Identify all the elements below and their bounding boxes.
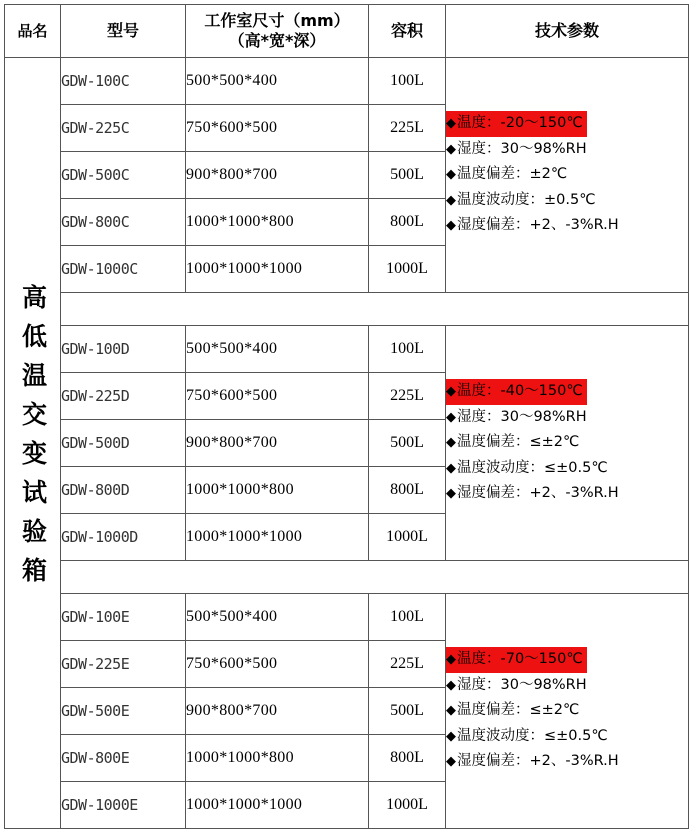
volume-cell: 1000L xyxy=(369,246,446,293)
param-line-highlighted xyxy=(446,379,688,405)
param-line-highlighted xyxy=(446,111,688,137)
size-cell: 500*500*400 xyxy=(186,58,369,105)
size-cell: 750*600*500 xyxy=(186,373,369,420)
param-text-wrap xyxy=(446,728,608,744)
param-text-wrap xyxy=(446,647,587,673)
diamond-bullet-icon: ◆ xyxy=(446,728,456,744)
param-text: 温度波动度：≤±0.5℃ xyxy=(457,727,608,744)
model-cell: GDW-100C xyxy=(61,58,186,105)
size-cell: 500*500*400 xyxy=(186,594,369,641)
diamond-bullet-icon: ◆ xyxy=(446,460,456,476)
params-cell xyxy=(446,58,689,293)
param-line xyxy=(446,673,688,699)
param-text: 温度偏差：≤±2℃ xyxy=(457,702,580,719)
size-cell: 1000*1000*800 xyxy=(186,467,369,514)
model-cell: GDW-1000D xyxy=(61,514,186,561)
size-cell: 900*800*700 xyxy=(186,420,369,467)
param-text: 湿度偏差：+2、-3%R.H xyxy=(457,217,619,234)
param-text-wrap xyxy=(446,379,587,405)
volume-cell: 225L xyxy=(369,105,446,152)
param-text-wrap xyxy=(446,217,619,233)
size-cell: 900*800*700 xyxy=(186,152,369,199)
header-params: 技术参数 xyxy=(446,5,689,58)
model-cell: GDW-225E xyxy=(61,641,186,688)
param-text-wrap xyxy=(446,677,587,693)
param-text-wrap xyxy=(446,111,587,137)
param-text: 湿度偏差：+2、-3%R.H xyxy=(457,753,619,770)
volume-cell: 500L xyxy=(369,420,446,467)
model-cell: GDW-1000E xyxy=(61,782,186,829)
volume-cell: 500L xyxy=(369,688,446,735)
param-text: 温度波动度：±0.5℃ xyxy=(457,191,596,208)
model-cell: GDW-500E xyxy=(61,688,186,735)
param-line xyxy=(446,213,688,239)
param-text: 湿度：30～98%RH xyxy=(457,676,587,693)
diamond-bullet-icon: ◆ xyxy=(446,486,456,502)
diamond-bullet-icon: ◆ xyxy=(446,192,456,208)
spec-table xyxy=(4,4,689,829)
param-text-wrap xyxy=(446,753,619,769)
header-size xyxy=(186,5,369,58)
model-cell: GDW-100E xyxy=(61,594,186,641)
product-name-cell xyxy=(5,58,61,829)
header-model: 型号 xyxy=(61,5,186,58)
diamond-bullet-icon: ◆ xyxy=(446,409,456,425)
param-text: 湿度：30～98%RH xyxy=(457,140,587,157)
volume-cell: 800L xyxy=(369,199,446,246)
volume-cell: 225L xyxy=(369,373,446,420)
model-cell: GDW-800C xyxy=(61,199,186,246)
size-cell: 1000*1000*800 xyxy=(186,735,369,782)
header-volume: 容积 xyxy=(369,5,446,58)
size-cell: 750*600*500 xyxy=(186,641,369,688)
header-size-line1: 工作室尺寸（mm） xyxy=(204,11,350,30)
volume-cell: 1000L xyxy=(369,514,446,561)
param-text: 温度：-70～150℃ xyxy=(457,651,583,668)
group-separator-row xyxy=(5,293,689,326)
size-cell: 1000*1000*1000 xyxy=(186,782,369,829)
param-text: 温度波动度：≤±0.5℃ xyxy=(457,459,608,476)
volume-cell: 100L xyxy=(369,58,446,105)
param-text: 温度：-40～150℃ xyxy=(457,383,583,400)
diamond-bullet-icon: ◆ xyxy=(446,703,456,719)
volume-cell: 800L xyxy=(369,467,446,514)
param-text-wrap xyxy=(446,434,579,450)
volume-cell: 500L xyxy=(369,152,446,199)
param-text: 温度偏差：≤±2℃ xyxy=(457,434,580,451)
table-row xyxy=(5,326,689,373)
table-row xyxy=(5,58,689,105)
diamond-bullet-icon: ◆ xyxy=(446,754,456,770)
table-row xyxy=(5,594,689,641)
param-text-wrap xyxy=(446,460,608,476)
param-line xyxy=(446,724,688,750)
size-cell: 900*800*700 xyxy=(186,688,369,735)
model-cell: GDW-800D xyxy=(61,467,186,514)
param-text: 湿度偏差：+2、-3%R.H xyxy=(457,485,619,502)
param-text: 温度：-20～150℃ xyxy=(457,115,583,132)
param-line xyxy=(446,456,688,482)
diamond-bullet-icon: ◆ xyxy=(446,167,456,183)
table-body xyxy=(5,58,689,829)
param-line-highlighted xyxy=(446,647,688,673)
param-text-wrap xyxy=(446,409,587,425)
group-separator-row xyxy=(5,561,689,594)
param-line xyxy=(446,137,688,163)
product-name: 高低温交变试验箱 xyxy=(18,284,48,596)
params-cell xyxy=(446,326,689,561)
header-row xyxy=(5,5,689,58)
param-line xyxy=(446,481,688,507)
param-text-wrap xyxy=(446,166,567,182)
volume-cell: 800L xyxy=(369,735,446,782)
diamond-bullet-icon: ◆ xyxy=(446,677,456,693)
diamond-bullet-icon: ◆ xyxy=(446,435,456,451)
size-cell: 1000*1000*1000 xyxy=(186,514,369,561)
size-cell: 1000*1000*1000 xyxy=(186,246,369,293)
size-cell: 500*500*400 xyxy=(186,326,369,373)
group-separator xyxy=(61,561,689,594)
model-cell: GDW-500D xyxy=(61,420,186,467)
param-line xyxy=(446,749,688,775)
param-text-wrap xyxy=(446,192,596,208)
size-cell: 1000*1000*800 xyxy=(186,199,369,246)
diamond-bullet-icon: ◆ xyxy=(446,384,456,400)
param-text-wrap xyxy=(446,702,579,718)
model-cell: GDW-500C xyxy=(61,152,186,199)
model-cell: GDW-100D xyxy=(61,326,186,373)
diamond-bullet-icon: ◆ xyxy=(446,116,456,132)
params-cell xyxy=(446,594,689,829)
param-text-wrap xyxy=(446,485,619,501)
model-cell: GDW-1000C xyxy=(61,246,186,293)
param-line xyxy=(446,405,688,431)
model-cell: GDW-225D xyxy=(61,373,186,420)
volume-cell: 100L xyxy=(369,594,446,641)
header-size-line2: （高*宽*深） xyxy=(228,31,326,50)
diamond-bullet-icon: ◆ xyxy=(446,141,456,157)
model-cell: GDW-800E xyxy=(61,735,186,782)
param-text-wrap xyxy=(446,141,587,157)
diamond-bullet-icon: ◆ xyxy=(446,218,456,234)
group-separator xyxy=(61,293,689,326)
param-text: 温度偏差：±2℃ xyxy=(457,166,568,183)
volume-cell: 1000L xyxy=(369,782,446,829)
diamond-bullet-icon: ◆ xyxy=(446,652,456,668)
size-cell: 750*600*500 xyxy=(186,105,369,152)
param-line xyxy=(446,162,688,188)
param-line xyxy=(446,698,688,724)
param-line xyxy=(446,188,688,214)
header-name: 品名 xyxy=(5,5,61,58)
param-line xyxy=(446,430,688,456)
volume-cell: 225L xyxy=(369,641,446,688)
model-cell: GDW-225C xyxy=(61,105,186,152)
param-text: 湿度：30～98%RH xyxy=(457,408,587,425)
volume-cell: 100L xyxy=(369,326,446,373)
